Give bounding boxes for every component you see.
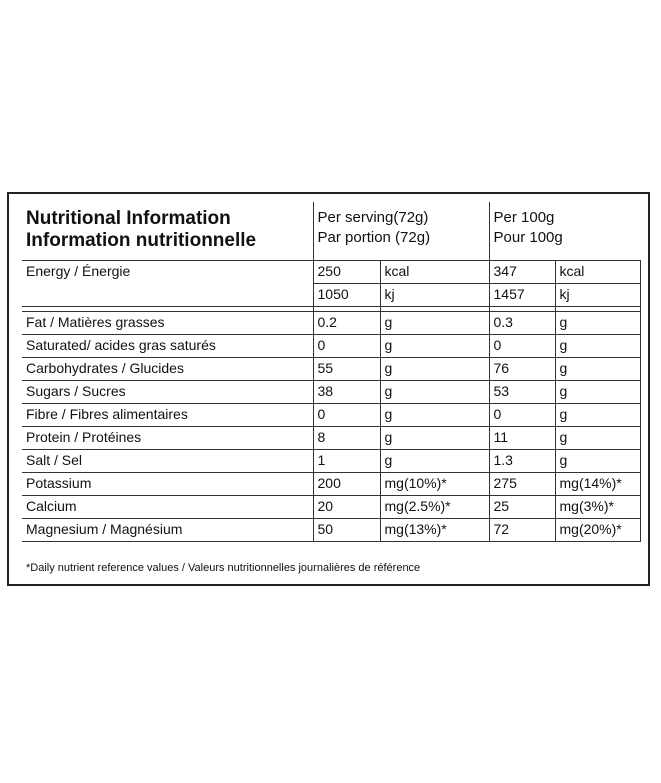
nutrient-name: Saturated/ acides gras saturés (22, 335, 313, 358)
nutrition-table (22, 202, 641, 542)
per-serving-fr: Par portion (72g) (317, 228, 431, 246)
nutrient-per100-unit: g (555, 381, 640, 404)
nutrient-serving-value: 20 (313, 496, 380, 519)
nutrient-per100-unit: g (555, 358, 640, 381)
energy-per100-kj: 1457 (489, 284, 555, 307)
nutrient-per100-value: 76 (489, 358, 555, 381)
nutrient-row (22, 358, 640, 381)
nutrient-name: Salt / Sel (22, 450, 313, 473)
title-en: Nutritional Information (26, 208, 231, 229)
title-fr: Information nutritionnelle (26, 229, 257, 251)
nutrient-per100-value: 0 (489, 404, 555, 427)
nutrient-row (22, 404, 640, 427)
per-serving-en: Per serving(72g) (317, 209, 429, 226)
nutrient-serving-unit: mg(13%)* (380, 519, 489, 542)
nutrient-serving-value: 8 (313, 427, 380, 450)
nutrient-row (22, 312, 640, 335)
nutrient-row (22, 381, 640, 404)
nutrient-per100-unit: g (555, 312, 640, 335)
nutrient-name: Potassium (22, 473, 313, 496)
nutrient-name: Fat / Matières grasses (22, 312, 313, 335)
nutrient-row (22, 427, 640, 450)
nutrient-row (22, 519, 640, 542)
per-100g-fr: Pour 100g (493, 228, 563, 246)
nutrient-serving-value: 38 (313, 381, 380, 404)
energy-serving-kcal-unit: kcal (380, 261, 489, 284)
nutrient-serving-unit: g (380, 312, 489, 335)
energy-per100-kcal: 347 (489, 261, 555, 284)
nutrient-per100-value: 53 (489, 381, 555, 404)
energy-per100-kcal-unit: kcal (555, 261, 640, 284)
nutrient-row (22, 496, 640, 519)
per-100g-header (489, 202, 640, 261)
energy-serving-kj-unit: kj (380, 284, 489, 307)
nutrient-per100-value: 11 (489, 427, 555, 450)
nutrient-per100-unit: g (555, 335, 640, 358)
energy-per100-kj-unit: kj (555, 284, 640, 307)
nutrient-per100-value: 25 (489, 496, 555, 519)
nutrient-serving-value: 0 (313, 404, 380, 427)
energy-label: Energy / Énergie (22, 261, 313, 307)
nutrient-serving-unit: mg(10%)* (380, 473, 489, 496)
nutrient-serving-unit: g (380, 404, 489, 427)
nutrient-per100-unit: mg(14%)* (555, 473, 640, 496)
nutrient-per100-value: 0 (489, 335, 555, 358)
nutrient-per100-value: 275 (489, 473, 555, 496)
nutrient-serving-value: 0.2 (313, 312, 380, 335)
energy-serving-kj: 1050 (313, 284, 380, 307)
nutrient-serving-value: 50 (313, 519, 380, 542)
nutrient-serving-value: 55 (313, 358, 380, 381)
energy-row-kcal (22, 261, 640, 284)
title-cell (22, 202, 313, 261)
nutrient-row (22, 473, 640, 496)
nutrient-per100-unit: mg(3%)* (555, 496, 640, 519)
nutrient-name: Protein / Protéines (22, 427, 313, 450)
nutrient-serving-unit: g (380, 427, 489, 450)
footnote: *Daily nutrient reference values / Valeurs nutritionnelles journalières de référence (26, 562, 421, 574)
nutrient-per100-unit: g (555, 427, 640, 450)
nutrient-serving-unit: g (380, 335, 489, 358)
nutrient-serving-unit: g (380, 450, 489, 473)
nutrient-row (22, 335, 640, 358)
nutrient-row (22, 450, 640, 473)
nutrient-serving-unit: g (380, 358, 489, 381)
nutrient-name: Fibre / Fibres alimentaires (22, 404, 313, 427)
nutrient-serving-value: 1 (313, 450, 380, 473)
per-serving-header (313, 202, 489, 261)
nutrition-facts-panel (7, 192, 650, 586)
nutrient-serving-value: 0 (313, 335, 380, 358)
nutrient-name: Calcium (22, 496, 313, 519)
per-100g-en: Per 100g (493, 209, 555, 226)
energy-serving-kcal: 250 (313, 261, 380, 284)
nutrient-per100-unit: g (555, 450, 640, 473)
nutrient-serving-unit: mg(2.5%)* (380, 496, 489, 519)
nutrient-serving-unit: g (380, 381, 489, 404)
nutrient-per100-unit: mg(20%)* (555, 519, 640, 542)
table-header-row (22, 202, 640, 261)
nutrient-name: Carbohydrates / Glucides (22, 358, 313, 381)
nutrient-serving-value: 200 (313, 473, 380, 496)
nutrient-per100-value: 1.3 (489, 450, 555, 473)
nutrient-per100-value: 72 (489, 519, 555, 542)
nutrient-per100-unit: g (555, 404, 640, 427)
nutrient-name: Magnesium / Magnésium (22, 519, 313, 542)
nutrient-per100-value: 0.3 (489, 312, 555, 335)
nutrient-name: Sugars / Sucres (22, 381, 313, 404)
